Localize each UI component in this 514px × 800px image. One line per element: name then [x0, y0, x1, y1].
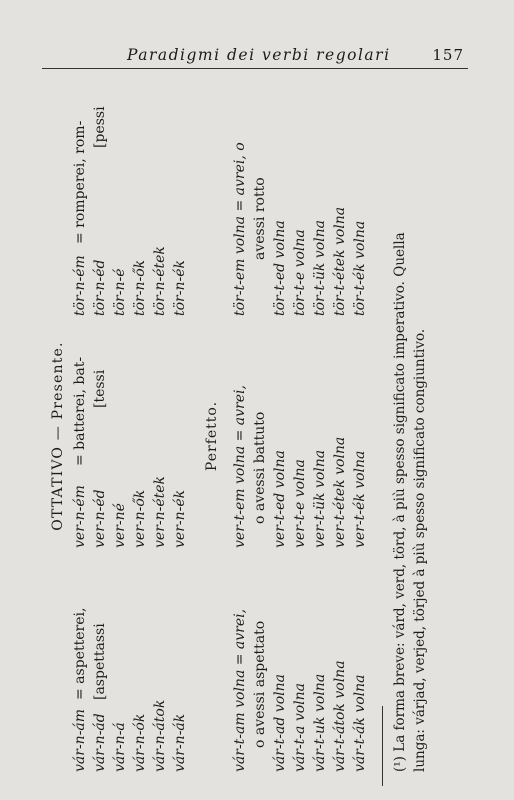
conj-row: ver-t-ék volna	[352, 450, 368, 548]
conj-row: ver-n-ők	[132, 489, 148, 548]
conj-row: tör-t-e volna	[292, 229, 308, 316]
presente-column-3	[70, 86, 190, 316]
conj-row: ver-t-ed volna	[272, 450, 288, 548]
conj-row: tör-n-éd[pessi	[92, 106, 108, 316]
conj-row: ver-t-ük volna	[312, 449, 328, 548]
conj-row: tör-n-étek	[152, 246, 168, 316]
conj-row: vár-n-ám= aspetterei,	[72, 607, 88, 772]
perfetto-head: tör-t-em volna = avrei, o	[232, 142, 248, 316]
presente-column-1	[70, 572, 190, 772]
footnote-line-1: (¹) La forma breve: várd, verd, törd, à più spesso significato imperativo. Quella	[392, 232, 408, 772]
section-title: OTTATIVO — Presente.	[50, 341, 66, 531]
conj-row: tör-t-ed volna	[272, 220, 288, 316]
conj-row: ver-n-étek	[152, 475, 168, 548]
conj-row: ver-n-éd[tessi	[92, 369, 108, 548]
perfetto-head: vár-t-am volna = avrei,	[232, 608, 248, 772]
conj-row: vár-n-átok	[152, 699, 168, 772]
perfetto-sub: o avessi aspettato	[252, 620, 268, 748]
perfetto-column-2	[230, 338, 370, 548]
conj-row: vár-t-ák volna	[352, 674, 368, 772]
conj-row: tör-n-ék	[172, 260, 188, 316]
conj-row: vár-n-ók	[132, 713, 148, 772]
footnote-line-2: lunga: várjad, verjed, törjed à più spesso significato congiuntivo.	[412, 328, 428, 772]
presente-column-2	[70, 338, 190, 548]
conj-row: vár-t-átok volna	[332, 660, 348, 772]
perfetto-sub: avessi rotto	[252, 177, 268, 260]
conj-row: tör-n-ém= romperei, rom-	[72, 120, 88, 316]
running-title: Paradigmi dei verbi regolari	[127, 46, 391, 64]
conj-row: vár-n-ád[aspettassi	[92, 623, 108, 772]
conj-row: tör-t-ék volna	[352, 220, 368, 316]
footnote-rule	[382, 706, 383, 786]
perfetto-column-3	[230, 86, 370, 316]
conj-row: tör-n-é	[112, 268, 128, 316]
conj-row: ver-n-ék	[172, 489, 188, 548]
conj-row: tör-t-ük volna	[312, 220, 328, 316]
conj-row: vár-t-ad volna	[272, 674, 288, 772]
conj-row: tör-t-étek volna	[332, 206, 348, 316]
conj-row: vár-n-ák	[172, 713, 188, 772]
page-number: 157	[432, 46, 464, 64]
page-header	[42, 44, 468, 69]
footnote	[390, 92, 430, 772]
conj-row: ver-n-ém= batterei, bat-	[72, 356, 88, 548]
perfetto-head: ver-t-em volna = avrei,	[232, 385, 248, 548]
conj-row: vár-t-a volna	[292, 682, 308, 772]
rotated-text-block	[44, 86, 464, 786]
conj-row: vár-n-á	[112, 722, 128, 772]
perfetto-column-1	[230, 572, 370, 772]
conj-row: ver-t-étek volna	[332, 436, 348, 548]
conj-row: tör-n-ők	[132, 259, 148, 316]
conj-row: ver-né	[112, 503, 128, 548]
perfetto-title: Perfetto.	[204, 400, 220, 472]
perfetto-sub: o avessi battuto	[252, 411, 268, 524]
conj-row: vár-t-uk volna	[312, 673, 328, 772]
conj-row: ver-t-e volna	[292, 459, 308, 548]
